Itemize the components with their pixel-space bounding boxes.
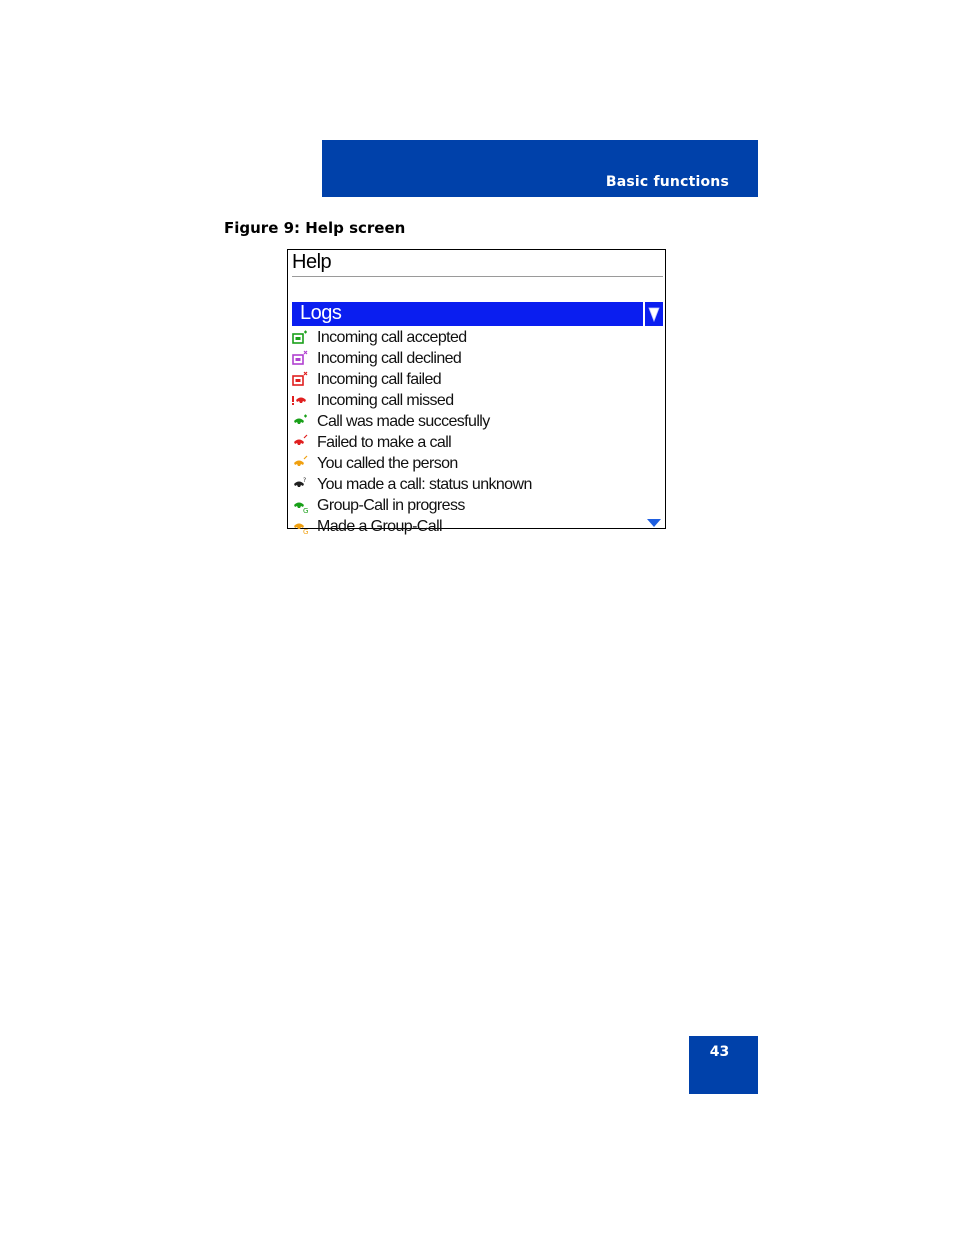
figure-caption: Figure 9: Help screen (224, 219, 406, 237)
scroll-down-icon[interactable] (647, 519, 661, 527)
list-item (291, 516, 665, 537)
list-item-label: Incoming call declined (317, 349, 462, 367)
list-item-label: You called the person (317, 454, 458, 472)
list-item (291, 453, 665, 474)
svg-text:G: G (303, 506, 309, 515)
page-number: 43 (709, 1044, 730, 1060)
list-item (291, 411, 665, 432)
list-item-label: You made a call: status unknown (317, 475, 532, 493)
list-item-label: Made a Group-Call (317, 517, 442, 535)
svg-text:G: G (303, 527, 309, 536)
triangle-down-icon (648, 306, 660, 322)
legend-list (291, 327, 665, 537)
page-number-box (689, 1036, 758, 1094)
incoming-failed-icon (291, 371, 309, 389)
list-item (291, 432, 665, 453)
list-item (291, 348, 665, 369)
dropdown-arrow-button[interactable] (643, 302, 663, 326)
incoming-accepted-icon (291, 329, 309, 347)
list-item (291, 390, 665, 411)
list-item-label: Group-Call in progress (317, 496, 465, 514)
list-item (291, 369, 665, 390)
help-screen (287, 249, 666, 536)
list-item-label: Call was made succesfully (317, 412, 490, 430)
section-title: Basic functions (605, 174, 729, 190)
outgoing-failed-icon (291, 434, 309, 452)
dropdown-selected: Logs (300, 302, 342, 324)
incoming-missed-icon (291, 392, 309, 410)
list-item (291, 495, 665, 516)
list-item-label: Incoming call accepted (317, 328, 467, 346)
list-item (291, 474, 665, 495)
svg-text:?: ? (303, 476, 307, 484)
category-dropdown[interactable] (292, 302, 663, 326)
list-item-label: Failed to make a call (317, 433, 452, 451)
group-call-icon (291, 497, 309, 515)
incoming-declined-icon (291, 350, 309, 368)
group-call-made-icon (291, 518, 309, 536)
list-item-label: Incoming call missed (317, 391, 454, 409)
title-divider (292, 276, 663, 277)
outgoing-success-icon (291, 413, 309, 431)
outgoing-called-icon (291, 455, 309, 473)
list-item-label: Incoming call failed (317, 370, 442, 388)
screen-title: Help (292, 251, 332, 273)
list-item (291, 327, 665, 348)
outgoing-unknown-icon (291, 476, 309, 494)
header-band (322, 140, 758, 197)
